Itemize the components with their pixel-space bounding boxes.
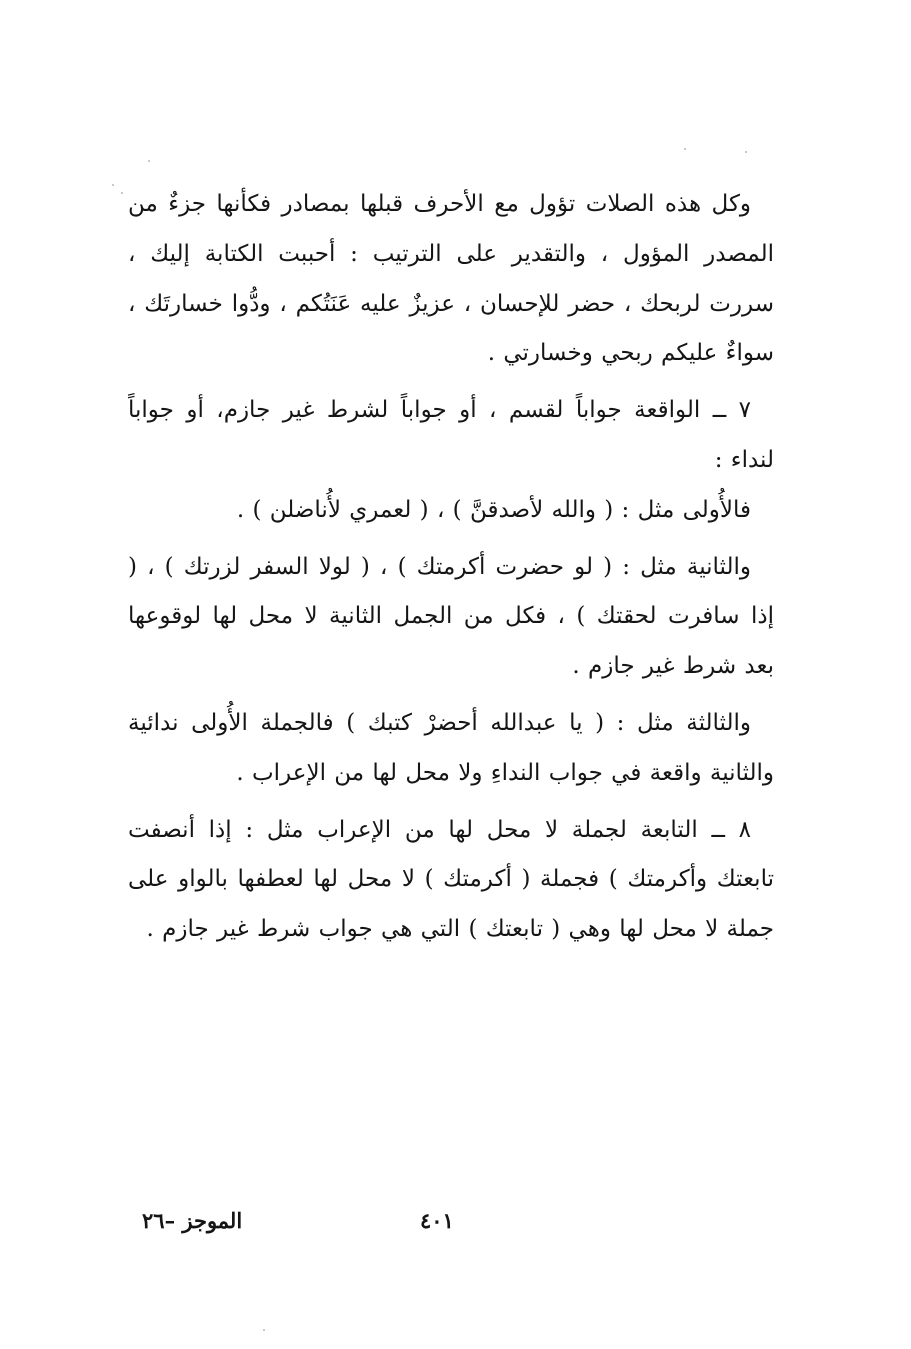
scan-speck — [112, 184, 114, 186]
scan-speck — [745, 151, 747, 153]
page-number: ٤٠١ — [420, 1208, 454, 1233]
scan-speck — [263, 1329, 265, 1331]
scan-speck — [148, 160, 150, 162]
signature-mark: الموجز –٢٦ — [142, 1208, 243, 1233]
paragraph-rule-7: ٧ ــ الواقعة جواباً لقسم ، أو جواباً لشرط غير جازم، أو جواباً لنداء : — [128, 397, 774, 473]
paragraph-third-example: والثالثة مثل : ( يا عبدالله أحضرْ كتبك ) فالجملة الأُولى ندائية والثانية واقعة في جواب النداءِ ولا محل لها من الإعراب . — [128, 709, 774, 786]
scan-speck — [121, 192, 123, 194]
paragraph-rule-8: ٨ ــ التابعة لجملة لا محل لها من الإعراب مثل : إذا أنصفت تابعتك وأكرمتك ) فجملة ( أكرمتك ) لا محل لها لعطفها بالواو على جملة لا محل لها وهي ( تابعتك ) التي هي جواب شرط غير جازم . — [128, 816, 774, 943]
scan-speck — [684, 148, 686, 150]
paragraph-masdar-clauses: وكل هذه الصلات تؤول مع الأحرف قبلها بمصادر فكأنها جزءٌ من المصدر المؤول ، والتقدير على الترتيب : أحببت الكتابة إليك ، سررت لربحك ، حضر للإحسان ، عزيزٌ عليه عَنَتُكم ، ودُّوا خسارتَك ، سواءٌ عليكم ربحي وخسارتي . — [128, 191, 774, 367]
paragraph-first-example: فالأُولى مثل : ( والله لأصدقنَّ ) ، ( لعمري لأُناضلن ) . — [236, 496, 751, 523]
body-text — [128, 180, 774, 955]
paragraph-second-example: والثانية مثل : ( لو حضرت أكرمتك ) ، ( لولا السفر لزرتك ) ، ( إذا سافرت لحقتك ) ، فكل من الجمل الثانية لا محل لها لوقوعها بعد شرط غير جازم . — [128, 553, 774, 680]
